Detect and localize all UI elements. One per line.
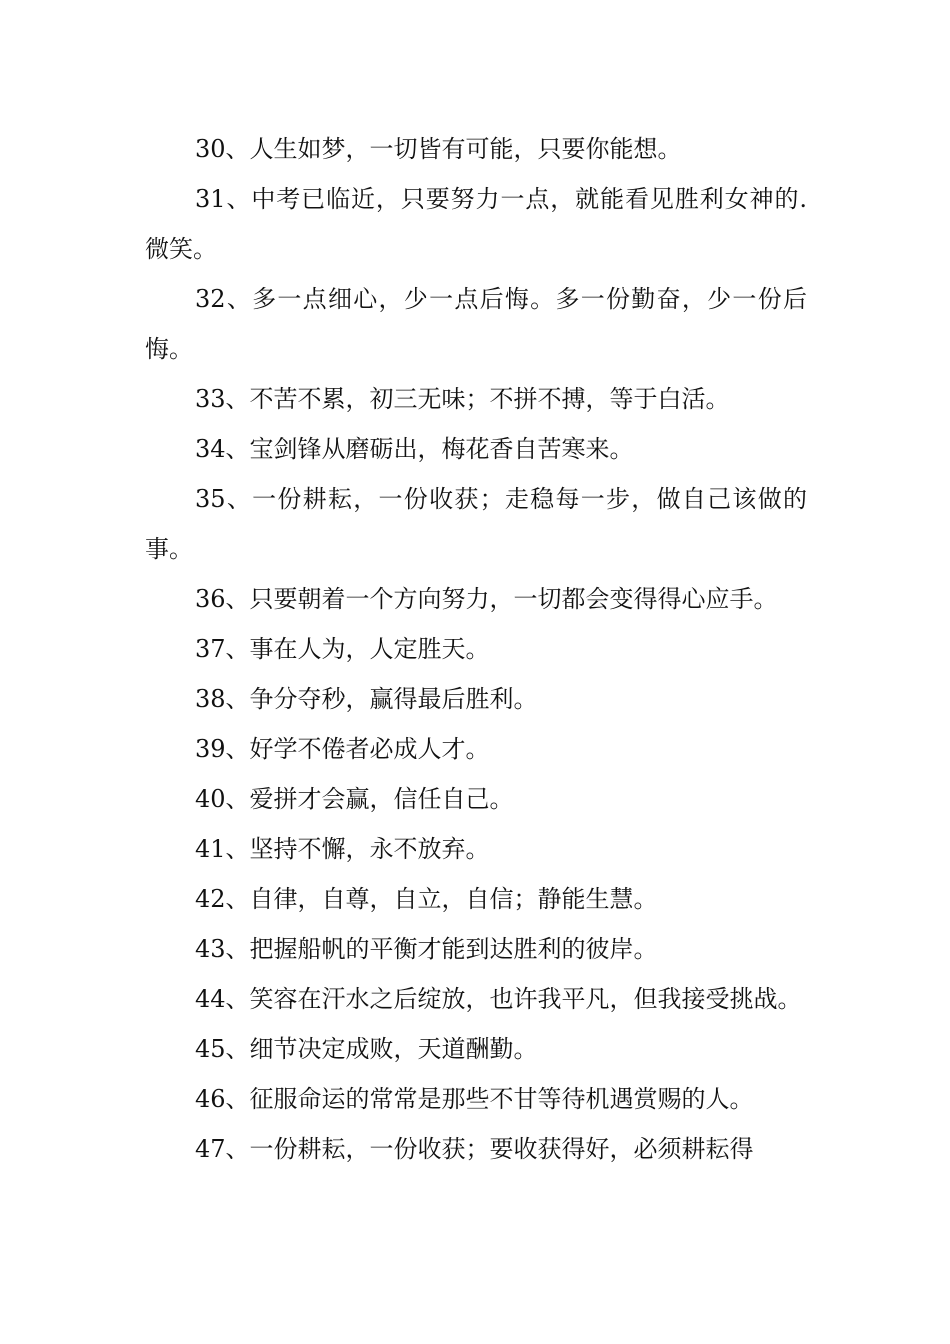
paragraph-47: 47、一份耕耘，一份收获；要收获得好，必须耕耘得 [195, 1135, 754, 1163]
paragraph-36: 36、只要朝着一个方向努力，一切都会变得得心应手。 [195, 585, 778, 613]
paragraph-34: 34、宝剑锋从磨砺出，梅花香自苦寒来。 [195, 435, 634, 463]
paragraph-35: 35、一份耕耘，一份收获；走稳每一步，做自己该做的事。 [145, 485, 807, 563]
paragraph-33: 33、不苦不累，初三无味；不拼不搏，等于白活。 [195, 385, 730, 413]
paragraph-43: 43、把握船帆的平衡才能到达胜利的彼岸。 [195, 935, 658, 963]
paragraph-31: 31、中考已临近，只要努力一点，就能看见胜利女神的.微笑。 [145, 185, 807, 263]
paragraph-38: 38、争分夺秒，赢得最后胜利。 [195, 685, 538, 713]
paragraph-41: 41、坚持不懈，永不放弃。 [195, 835, 490, 863]
paragraph-46: 46、征服命运的常常是那些不甘等待机遇赏赐的人。 [195, 1085, 754, 1113]
document-body [145, 124, 807, 1174]
paragraph-42: 42、自律，自尊，自立，自信；静能生慧。 [195, 885, 658, 913]
paragraph-40: 40、爱拼才会赢，信任自己。 [195, 785, 514, 813]
paragraph-37: 37、事在人为，人定胜天。 [195, 635, 490, 663]
paragraph-39: 39、好学不倦者必成人才。 [195, 735, 490, 763]
paragraph-30: 30、人生如梦，一切皆有可能，只要你能想。 [195, 135, 682, 163]
paragraph-32: 32、多一点细心，少一点后悔。多一份勤奋，少一份后悔。 [145, 285, 807, 363]
paragraph-44: 44、笑容在汗水之后绽放，也许我平凡，但我接受挑战。 [195, 985, 802, 1013]
paragraph-45: 45、细节决定成败，天道酬勤。 [195, 1035, 538, 1063]
